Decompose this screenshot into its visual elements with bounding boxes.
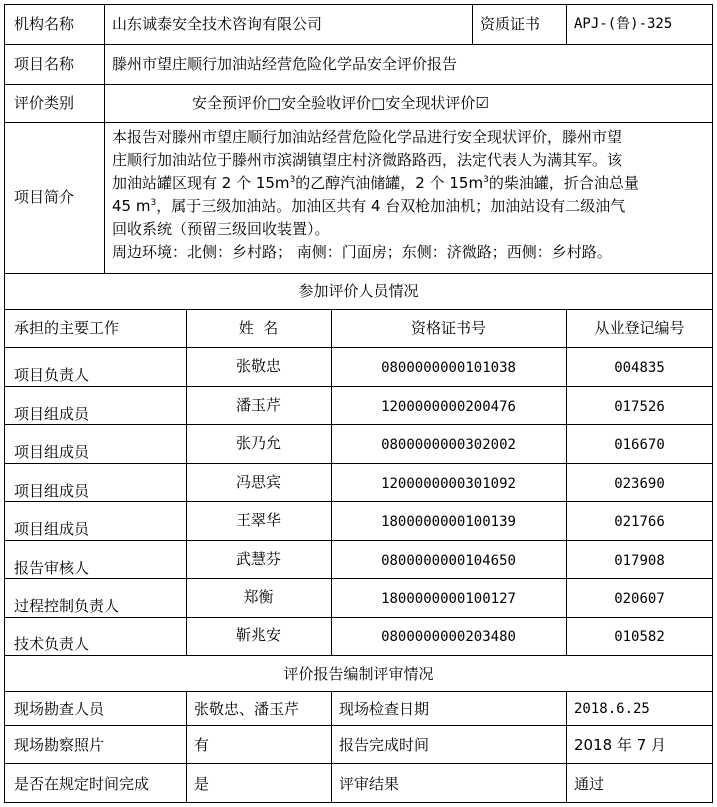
type-value: 安全预评价□安全验收评价□安全现状评价☑ <box>192 94 489 112</box>
row-role: 报告审核人 <box>14 559 90 577</box>
row-reg: 010582 <box>614 629 665 645</box>
survey-staff-value: 张敬忠、潘玉芹 <box>194 700 300 718</box>
result-value: 通过 <box>574 775 605 793</box>
survey-date-value: 2018.6.25 <box>574 701 650 717</box>
photo-label: 现场勘察照片 <box>14 736 105 754</box>
row-reg: 023690 <box>614 476 665 492</box>
summary-label: 项目简介 <box>14 188 75 206</box>
row-name: 郑衡 <box>243 588 274 606</box>
column-header-name: 姓 名 <box>238 319 279 337</box>
row-cert: 1200000000301092 <box>381 476 516 492</box>
column-header-cert: 资格证书号 <box>410 319 486 337</box>
row-cert: 1800000000100127 <box>381 591 516 607</box>
row-role: 技术负责人 <box>14 635 90 653</box>
cert-value: APJ-(鲁)-325 <box>574 16 673 32</box>
summary-line-3: 加油站罐区现有 2 个 $15m^3$的乙醇汽油储罐，2 个 $15m^3$的柴油罐，折合油总量 <box>112 174 639 192</box>
summary-line-4: 45 $m^3$，属于三级加油站。加油区共有 4 台双枪加油机；加油站设有二级油气 <box>112 197 626 215</box>
row-reg: 017908 <box>614 553 665 569</box>
row-name: 武慧芬 <box>235 550 281 568</box>
row-role: 项目组成员 <box>14 520 90 538</box>
row-role: 项目组成员 <box>14 443 90 461</box>
row-name: 王翠华 <box>235 511 281 529</box>
row-name: 张敬忠 <box>235 357 281 375</box>
ontime-value: 是 <box>194 775 210 793</box>
row-cert: 0800000000302002 <box>381 437 516 453</box>
row-reg: 017526 <box>614 399 665 415</box>
completion-value: 2018 年 7 月 <box>574 736 667 754</box>
row-cert: 1200000000200476 <box>381 399 516 415</box>
ontime-label: 是否在规定时间完成 <box>14 775 150 793</box>
result-label: 评审结果 <box>339 775 400 793</box>
project-value: 滕州市望庄顺行加油站经营危险化学品安全评价报告 <box>112 55 458 73</box>
survey-date-label: 现场检查日期 <box>339 700 430 718</box>
row-reg: 020607 <box>614 591 665 607</box>
completion-label: 报告完成时间 <box>339 736 430 754</box>
row-cert: 0800000000101038 <box>381 360 516 376</box>
personnel-title: 参加评价人员情况 <box>298 282 419 300</box>
survey-staff-label: 现场勘查人员 <box>14 700 105 718</box>
row-role: 项目组成员 <box>14 405 90 423</box>
row-reg: 021766 <box>614 514 665 530</box>
row-cert: 0800000000104650 <box>381 553 516 569</box>
row-name: 靳兆安 <box>235 626 281 644</box>
column-header-role: 承担的主要工作 <box>14 319 120 337</box>
row-name: 潘玉芹 <box>235 396 281 414</box>
row-name: 张乃允 <box>235 434 281 452</box>
row-role: 过程控制负责人 <box>14 597 120 615</box>
row-role: 项目组成员 <box>14 482 90 500</box>
summary-line-2: 庄顺行加油站位于滕州市滨湖镇望庄村济微路路西，法定代表人为满其军。该 <box>112 151 623 169</box>
project-label: 项目名称 <box>14 55 75 73</box>
summary-line-5: 回收系统（预留三级回收装置）。 <box>112 220 330 238</box>
cert-label: 资质证书 <box>480 15 541 33</box>
type-label: 评价类别 <box>14 94 75 112</box>
summary-line-6: 周边环境：北侧：乡村路； 南侧：门面房；东侧：济微路；西侧：乡村路。 <box>112 243 612 261</box>
review-title: 评价报告编制评审情况 <box>283 665 434 683</box>
photo-value: 有 <box>194 736 210 754</box>
row-role: 项目负责人 <box>14 366 90 384</box>
summary-text <box>112 126 708 264</box>
org-label: 机构名称 <box>14 15 75 33</box>
summary-line-1: 本报告对滕州市望庄顺行加油站经营危险化学品进行安全现状评价，滕州市望 <box>112 128 623 146</box>
row-cert: 1800000000100139 <box>381 514 516 530</box>
row-cert: 0800000000203480 <box>381 629 516 645</box>
row-reg: 016670 <box>614 437 665 453</box>
org-value: 山东诚泰安全技术咨询有限公司 <box>112 15 323 33</box>
row-reg: 004835 <box>614 360 665 376</box>
row-name: 冯思宾 <box>235 473 281 491</box>
column-header-reg: 从业登记编号 <box>594 319 685 337</box>
